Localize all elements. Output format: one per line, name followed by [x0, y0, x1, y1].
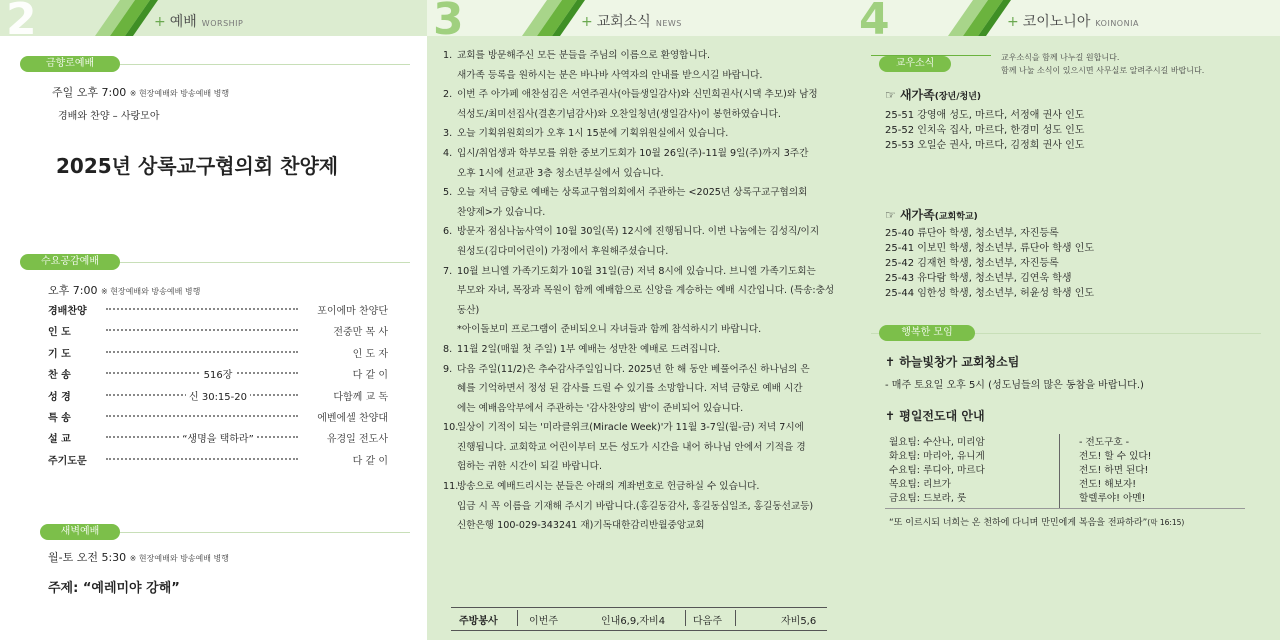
service-item-label: 찬 송 [48, 370, 71, 382]
service-item-label: 성 경 [48, 391, 71, 403]
news-line: 에는 예배음악부에서 주관하는 '감사찬양의 밤'이 준비되어 있습니다. [457, 402, 744, 414]
worship-header [0, 0, 427, 45]
this-week-value: 인내6,9,자비4 [601, 616, 666, 627]
service-row [48, 323, 388, 339]
divider [120, 262, 410, 263]
news-number: 2. [443, 89, 453, 101]
service-item-value: 인 도 자 [350, 345, 388, 360]
list-item: 25-51 강영애 성도, 마르다, 서정애 권사 인도 [885, 110, 1085, 121]
list-item: 25-53 오일순 권사, 마르다, 김정희 권사 인도 [885, 140, 1085, 151]
news-line: 4. 입시/취업생과 학부모를 위한 중보기도회가 10월 26일(주)-11월 9일(주)까지 3주간 [443, 144, 843, 164]
list-item: 월요팀: 수산나, 미리암 [889, 437, 985, 448]
cross-icon: ✝ [885, 409, 900, 423]
new-family-school-heading: ☞ 새가족(교회학교) [885, 208, 978, 222]
service-item-value: 유경일 전도사 [324, 430, 388, 445]
cross-icon: ✝ [885, 355, 900, 369]
divider [120, 532, 410, 533]
list-item: 화요팀: 마리아, 유니게 [889, 451, 985, 462]
cleaning-team-heading: ✝ 하늘빛창가 교회청소팀 [885, 355, 1020, 369]
list-item: 25-41 이보민 학생, 청소년부, 류단아 학생 인도 [885, 243, 1095, 254]
service-item-label: 특 송 [48, 413, 71, 424]
section-number: 2 [6, 0, 37, 45]
member-news-intro-2: 함께 나눌 소식이 있으시면 사무실로 알려주시길 바랍니다. [1001, 66, 1205, 75]
list-item: 전도! 해보자! [1079, 479, 1137, 490]
happy-gathering-badge: 행복한 모임 [879, 325, 975, 341]
service-row [48, 452, 388, 468]
service-row [48, 345, 388, 361]
news-line: 원성도(김다미어린이) 가정에서 후원해주셨습니다. [457, 245, 669, 257]
dawn-time: 월-토 오전 5:30 ※ 현장예배와 방송예배 병행 [48, 551, 230, 564]
news-line: 석성도/최미선집사(결혼기념감사)와 오찬일청년(생일감사)이 봉헌하였습니다. [457, 108, 781, 120]
service-row [48, 430, 388, 446]
kitchen-service-table [451, 607, 827, 631]
news-list [443, 46, 843, 536]
service-item-label: 주기도문 [48, 455, 87, 467]
news-line: 8. 11월 2일(매월 첫 주일) 1부 예배는 성만찬 예배로 드려집니다. [443, 340, 843, 360]
news-line: 1. 교회를 방문해주신 모든 분들을 주님의 이름으로 환영합니다. [443, 46, 843, 66]
list-item: - 전도구호 - [1079, 437, 1130, 448]
evangelism-schedule [885, 432, 1245, 509]
member-news-intro-1: 교우소식을 함께 나누길 원합니다. [1001, 53, 1120, 62]
leader-dots [106, 415, 298, 417]
list-item: 25-44 임한성 학생, 청소년부, 허윤성 학생 인도 [885, 288, 1095, 299]
news-line: 험하는 귀한 시간이 되길 바랍니다. [457, 461, 602, 473]
divider [517, 610, 518, 626]
leader-dots [106, 351, 298, 353]
service-item-label: 인 도 [48, 327, 71, 339]
worship-panel [0, 0, 427, 640]
service-item-value: 에벤에셀 찬양대 [314, 409, 388, 424]
pointing-hand-icon: ☞ [885, 88, 900, 102]
news-number: 1. [443, 50, 453, 61]
news-line: 신한은행 100-029-343241 재)기독대한감리반월중앙교회 [457, 520, 705, 532]
news-line: 혜를 기억하면서 정성 된 감사를 드릴 수 있기를 소망합니다. 저녁 금향로 예배 시간 [457, 383, 803, 395]
dawn-service-badge: 새벽예배 [40, 524, 120, 540]
leader-dots [106, 308, 298, 310]
news-number: 11. [443, 481, 459, 493]
evangelism-heading: ✝ 평일전도대 안내 [885, 409, 985, 423]
wednesday-time: 오후 7:00 ※ 현장예배와 방송예배 병행 [48, 284, 201, 297]
new-family-adult-heading: ☞ 새가족(장년/청년) [885, 88, 982, 102]
service-item-label: 설 교 [48, 434, 71, 446]
this-week-label: 이번주 [529, 616, 558, 627]
service-row [48, 388, 388, 404]
service-item-value: 다 같 이 [350, 366, 388, 381]
news-panel [427, 0, 853, 640]
scripture-verse: “또 이르시되 너희는 온 천하에 다니며 만민에게 복음을 전파하라”(막 16:15) [889, 518, 1185, 528]
list-item: 25-40 류단아 학생, 청소년부, 자진등록 [885, 228, 1059, 239]
service-item-value: 다함께 교 독 [330, 388, 388, 403]
news-line: 2. 이번 주 아가페 애찬섬김은 서연주권사(아들생일감사)와 신민희권사(시댁 추모)와 남정 [443, 85, 843, 105]
friday-praise: 경배와 찬양 – 사랑모아 [58, 111, 160, 122]
service-row [48, 302, 388, 318]
service-item-value: 전중만 목 사 [330, 323, 388, 338]
service-item-label: 경배찬양 [48, 306, 87, 317]
friday-service-badge: 금향로예배 [20, 56, 120, 72]
divider [120, 64, 410, 65]
news-line: 6. 방문자 점심나눔사역이 10월 30일(목) 12시에 진행됩니다. 이번 나눔에는 김성직/이지 [443, 222, 843, 242]
member-news-badge: 교우소식 [879, 56, 951, 72]
section-number: 4 [859, 0, 890, 45]
divider [735, 610, 736, 626]
news-line: 새가족 등록을 원하시는 분은 바나바 사역자의 안내를 받으시길 바랍니다. [457, 69, 763, 81]
service-row [48, 366, 388, 382]
news-number: 5. [443, 187, 453, 199]
service-row [48, 409, 388, 425]
section-number: 3 [433, 0, 464, 45]
kitchen-label: 주방봉사 [459, 616, 498, 627]
news-line: 3. 오늘 기획위원회의가 오후 1시 15분에 기획위원실에서 있습니다. [443, 124, 843, 144]
news-line: 입금 시 꼭 이름을 기재해 주시기 바랍니다.(홍길동감사, 홍길동십일조, 홍길동선교등) [457, 500, 814, 512]
cleaning-team-text: - 매주 토요일 오후 5시 (성도님들의 많은 동참을 바랍니다.) [885, 380, 1144, 391]
pointing-hand-icon: ☞ [885, 208, 900, 222]
news-number: 9. [443, 363, 453, 375]
koinonia-header [853, 0, 1280, 45]
news-line: 7. 10월 브니엘 가족기도회가 10월 31일(금) 저녁 8시에 있습니다. 브니엘 가족기도회는 [443, 262, 843, 282]
next-week-value: 자비5,6 [781, 616, 817, 627]
list-item: 25-52 인치옥 집사, 마르다, 한경미 성도 인도 [885, 125, 1085, 136]
list-item: 25-42 김재헌 학생, 청소년부, 자진등록 [885, 258, 1059, 269]
service-item-detail: “생명을 택하라” [48, 430, 388, 445]
section-title: + 교회소식 NEWS [581, 14, 682, 30]
service-item-detail: 신 30:15-20 [48, 388, 388, 403]
list-item: 목요팀: 리브가 [889, 479, 951, 490]
news-number: 10. [443, 422, 459, 434]
section-title: + 코이노니아 KOINONIA [1007, 14, 1139, 30]
news-number: 6. [443, 226, 453, 238]
list-item: 금요팀: 드보라, 룻 [889, 493, 967, 504]
new-family-school-list [885, 226, 1094, 301]
news-number: 8. [443, 343, 453, 355]
leader-dots [106, 458, 298, 460]
news-line: 부모와 자녀, 목장과 목원이 함께 예배함으로 신앙을 계승하는 예배 시간입니다. (특송:충성동산) [457, 285, 835, 316]
news-number: 4. [443, 147, 453, 159]
list-item: 전도! 하면 된다! [1079, 465, 1149, 476]
friday-headline: 2025년 상록교구협의회 찬양제 [56, 154, 339, 178]
leader-dots [106, 329, 298, 331]
list-item: 전도! 할 수 있다! [1079, 451, 1152, 462]
news-line: 오후 1시에 선교관 3층 청소년부실에서 있습니다. [457, 167, 664, 179]
news-line: *아이돌보미 프로그램이 준비되오니 자녀들과 함께 참석하시기 바랍니다. [457, 324, 762, 336]
next-week-label: 다음주 [693, 616, 722, 627]
list-item: 25-43 유다람 학생, 청소년부, 김연욱 학생 [885, 273, 1072, 284]
service-item-label: 기 도 [48, 348, 71, 360]
divider [685, 610, 686, 626]
team-days [889, 436, 985, 506]
news-number: 3. [443, 128, 453, 140]
news-line: 11.방송으로 예배드리시는 분들은 아래의 계좌번호로 헌금하실 수 있습니다. [443, 477, 843, 497]
koinonia-panel [853, 0, 1280, 640]
service-item-detail: 516장 [48, 366, 388, 381]
new-family-adult-list [885, 108, 1084, 153]
news-line: 진행됩니다. 교회학교 어린이부터 모든 성도가 시간을 내어 하나님 안에서 기적을 경 [457, 441, 806, 453]
news-header [427, 0, 853, 45]
section-title: + 예배 WORSHIP [154, 14, 244, 30]
news-line: 찬양제>가 있습니다. [457, 206, 546, 218]
wednesday-service-badge: 수요공감예배 [20, 254, 120, 270]
list-item: 수요팀: 루디아, 마르다 [889, 465, 985, 476]
friday-time: 주일 오후 7:00 ※ 현장예배와 방송예배 병행 [52, 86, 230, 99]
news-line: 9. 다음 주일(11/2)은 추수감사주일입니다. 2025년 한 해 동안 베풀어주신 하나님의 은 [443, 360, 843, 380]
divider [1059, 434, 1060, 508]
dawn-theme: 주제: “예레미야 강해” [48, 581, 180, 596]
news-number: 7. [443, 265, 453, 277]
list-item: 할렐루야! 아멘! [1079, 493, 1146, 504]
service-item-value: 포이에마 찬양단 [314, 302, 388, 317]
service-item-value: 다 같 이 [350, 452, 388, 467]
news-line: 5. 오늘 저녁 금향로 예배는 상록교구협의회에서 주관하는 <2025년 상록구교구협의회 [443, 183, 843, 203]
evangelism-chant [1079, 436, 1151, 506]
news-line: 10.일상이 기적이 되는 '미라클위크(Miracle Week)'가 11월 3-7일(월-금) 저녁 7시에 [443, 418, 843, 438]
